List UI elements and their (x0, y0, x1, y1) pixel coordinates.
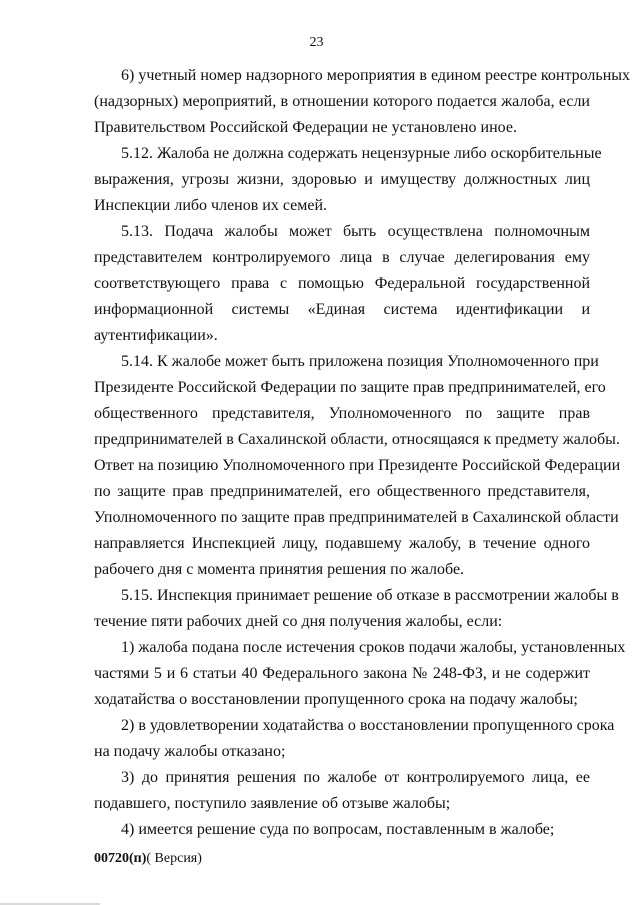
text-line: (надзорных) мероприятий, в отношении которого подается жалоба, если (94, 93, 590, 110)
text-line: подавшего, поступило заявление об отзыве жалобы; (94, 795, 451, 812)
text-line: направляется Инспекцией лицу, подавшему жалобу, в течение одного (94, 535, 590, 552)
document-version: ( Версия) (146, 851, 202, 866)
page-number: 23 (309, 35, 324, 50)
text-line: Уполномоченного по защите прав предпринимателей в Сахалинской области (94, 509, 619, 526)
text-line: течение пяти рабочих дней со дня получения жалобы, если: (94, 613, 503, 630)
text-line: 1) жалоба подана после истечения сроков подачи жалобы, установленных (121, 639, 626, 656)
text-line: представителем контролируемого лица в случае делегирования ему (94, 249, 590, 266)
text-line: предпринимателей в Сахалинской области, относящаяся к предмету жалобы. (94, 431, 620, 448)
text-line: на подачу жалобы отказано; (94, 743, 286, 760)
text-line: 5.13. Подача жалобы может быть осуществлена полномочным (121, 223, 590, 240)
text-line: ходатайства о восстановлении пропущенного срока на подачу жалобы; (94, 691, 578, 708)
text-line: Президенте Российской Федерации по защите прав предпринимателей, его (94, 379, 606, 396)
text-line: Правительством Российской Федерации не установлено иное. (94, 119, 517, 136)
text-line: общественного представителя, Уполномоченного по защите прав (94, 405, 590, 422)
text-line: 2) в удовлетворении ходатайства о восстановлении пропущенного срока (121, 717, 615, 734)
text-line: 5.15. Инспекция принимает решение об отказе в рассмотрении жалобы в (121, 587, 619, 604)
text-line: Инспекции либо членов их семей. (94, 197, 328, 214)
text-line: рабочего дня с момента принятия решения по жалобе. (94, 561, 465, 578)
text-line: 5.12. Жалоба не должна содержать нецензурные либо оскорбительные (121, 145, 602, 162)
text-line: аутентификации». (94, 327, 218, 344)
text-line: выражения, угрозы жизни, здоровью и имуществу должностных лиц (94, 171, 590, 188)
text-line: соответствующего права с помощью Федеральной государственной (94, 275, 590, 292)
text-line: 4) имеется решение суда по вопросам, поставленным в жалобе; (121, 821, 555, 838)
text-line: 3) до принятия решения по жалобе от контролируемого лица, ее (121, 769, 590, 786)
text-line: Ответ на позицию Уполномоченного при Президенте Российской Федерации (94, 457, 621, 474)
text-line: по защите прав предпринимателей, его общественного представителя, (94, 483, 590, 500)
text-line: 5.14. К жалобе может быть приложена позиция Уполномоченного при (121, 353, 599, 370)
text-line: частями 5 и 6 статьи 40 Федерального закона № 248-ФЗ, и не содержит (94, 665, 590, 682)
text-line: 6) учетный номер надзорного мероприятия в едином реестре контрольных (121, 67, 631, 84)
document-footer (94, 850, 202, 868)
document-code: 00720(п) (94, 851, 147, 866)
text-line: информационной системы «Единая система идентификации и (94, 301, 590, 318)
